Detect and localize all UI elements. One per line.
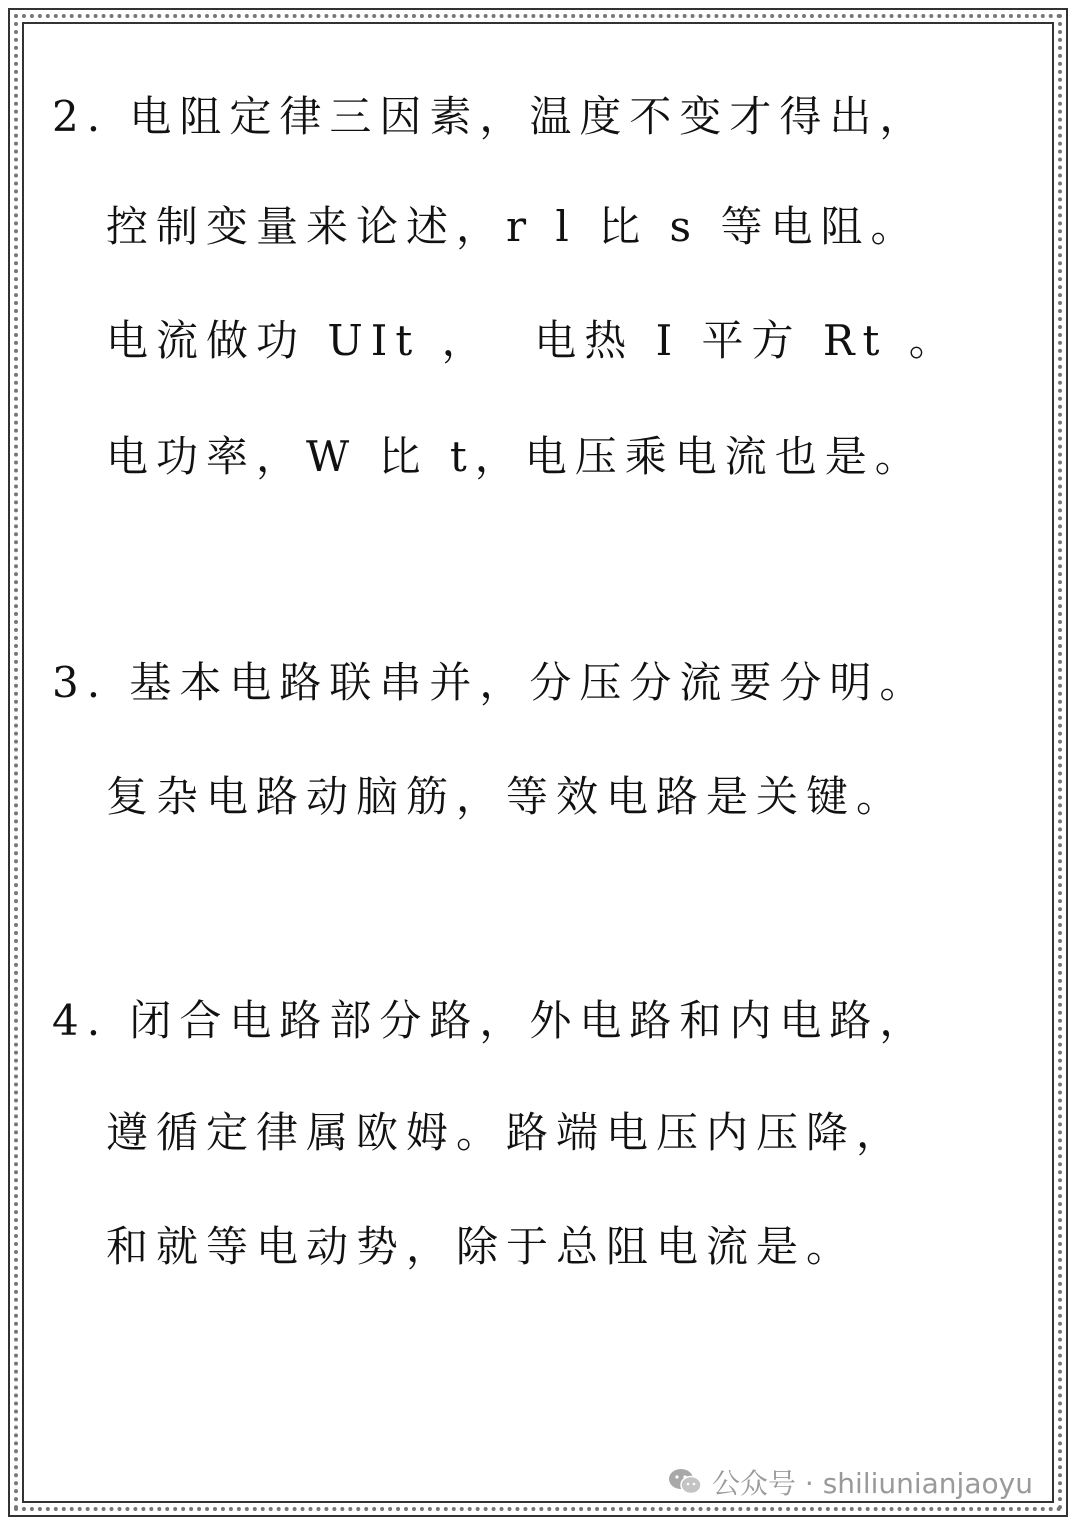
verse-4-line-1: 4. 闭合电路部分路，外电路和内电路，: [52, 996, 930, 1045]
wechat-icon: [668, 1467, 702, 1497]
verse-2-line-2: 控制变量来论述，r l 比 s 等电阻。: [106, 202, 921, 251]
watermark-text: 公众号 · shiliunianjaoyu: [712, 1467, 1033, 1500]
verse-2-line-4: 电功率，W 比 t，电压乘电流也是。: [106, 432, 925, 481]
verse-3-line-1: 3. 基本电路联串并，分压分流要分明。: [52, 658, 930, 707]
verse-4-line-3: 和就等电动势，除于总阻电流是。: [106, 1222, 857, 1271]
watermark: [668, 1462, 1033, 1502]
verse-2-line-1: 2. 电阻定律三因素，温度不变才得出，: [52, 92, 930, 141]
verse-2-line-3: 电流做功 UIt ， 电热 I 平方 Rt 。: [106, 316, 959, 365]
verse-3-line-2: 复杂电路动脑筋，等效电路是关键。: [106, 772, 907, 821]
verse-4-line-2: 遵循定律属欧姆。路端电压内压降，: [106, 1108, 907, 1157]
